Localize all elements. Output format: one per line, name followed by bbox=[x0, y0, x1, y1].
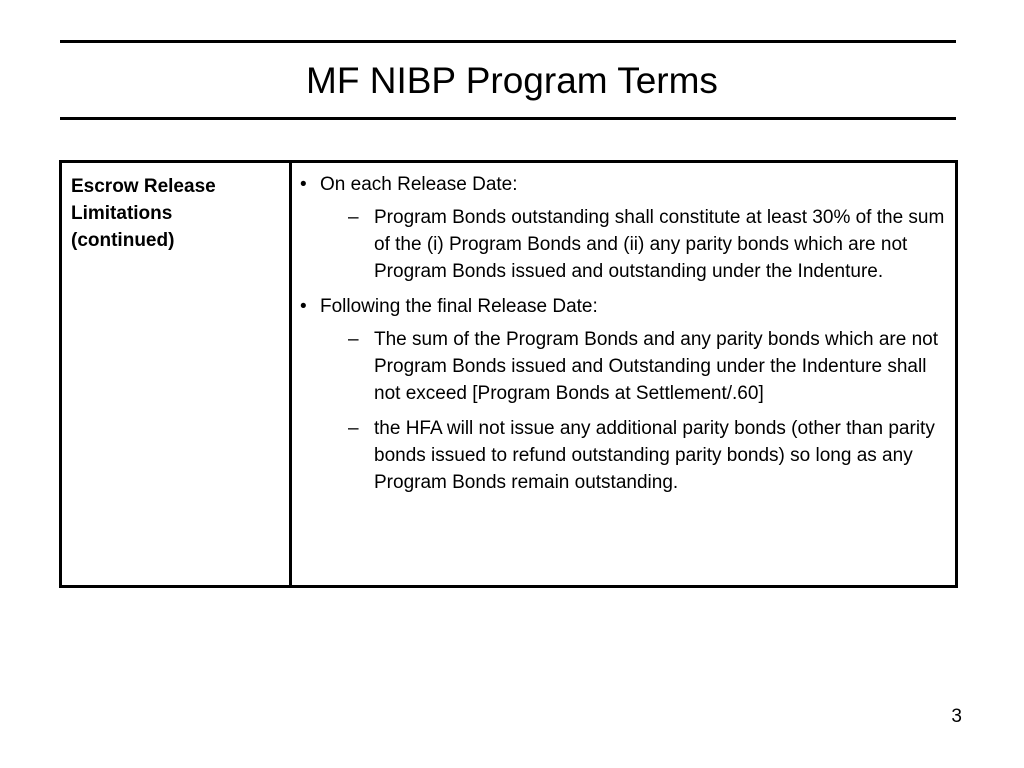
sub-bullet-item bbox=[348, 326, 945, 407]
sub-bullet-text: The sum of the Program Bonds and any parity bonds which are not Program Bonds issued and Outstanding under the Indenture shall not exceed [Program Bonds at Settlement/.60] bbox=[374, 329, 938, 404]
sub-bullet-item bbox=[348, 204, 945, 285]
slide-title: MF NIBP Program Terms bbox=[306, 60, 718, 101]
sub-bullet-text: the HFA will not issue any additional parity bonds (other than parity bonds issued to refund outstanding parity bonds) so long as any Program Bonds remain outstanding. bbox=[374, 418, 935, 493]
title-top-rule bbox=[60, 40, 956, 43]
term-label-line: Limitations bbox=[71, 203, 173, 224]
dash-marker: – bbox=[348, 207, 359, 228]
bullet-item bbox=[300, 171, 945, 198]
bullet-text: On each Release Date: bbox=[320, 174, 518, 195]
sub-bullet-text: Program Bonds outstanding shall constitute at least 30% of the sum of the (i) Program Bonds and (ii) any parity bonds which are not Program Bonds issued and outstanding under the Indenture. bbox=[374, 207, 945, 282]
bullet-marker: • bbox=[300, 296, 307, 317]
sub-bullet-item bbox=[348, 415, 945, 496]
page-number: 3 bbox=[951, 706, 962, 727]
dash-marker: – bbox=[348, 329, 359, 350]
term-label-cell bbox=[62, 163, 292, 585]
term-label-line: (continued) bbox=[71, 230, 175, 251]
term-content-cell bbox=[292, 163, 955, 585]
bullet-text: Following the final Release Date: bbox=[320, 296, 598, 317]
sub-bullet-list bbox=[300, 326, 945, 496]
bullet-marker: • bbox=[300, 174, 307, 195]
title-bottom-rule bbox=[60, 117, 956, 120]
dash-marker: – bbox=[348, 418, 359, 439]
terms-table bbox=[59, 160, 958, 588]
sub-bullet-list bbox=[300, 204, 945, 285]
term-label-line: Escrow Release bbox=[71, 176, 216, 197]
bullet-item bbox=[300, 293, 945, 320]
